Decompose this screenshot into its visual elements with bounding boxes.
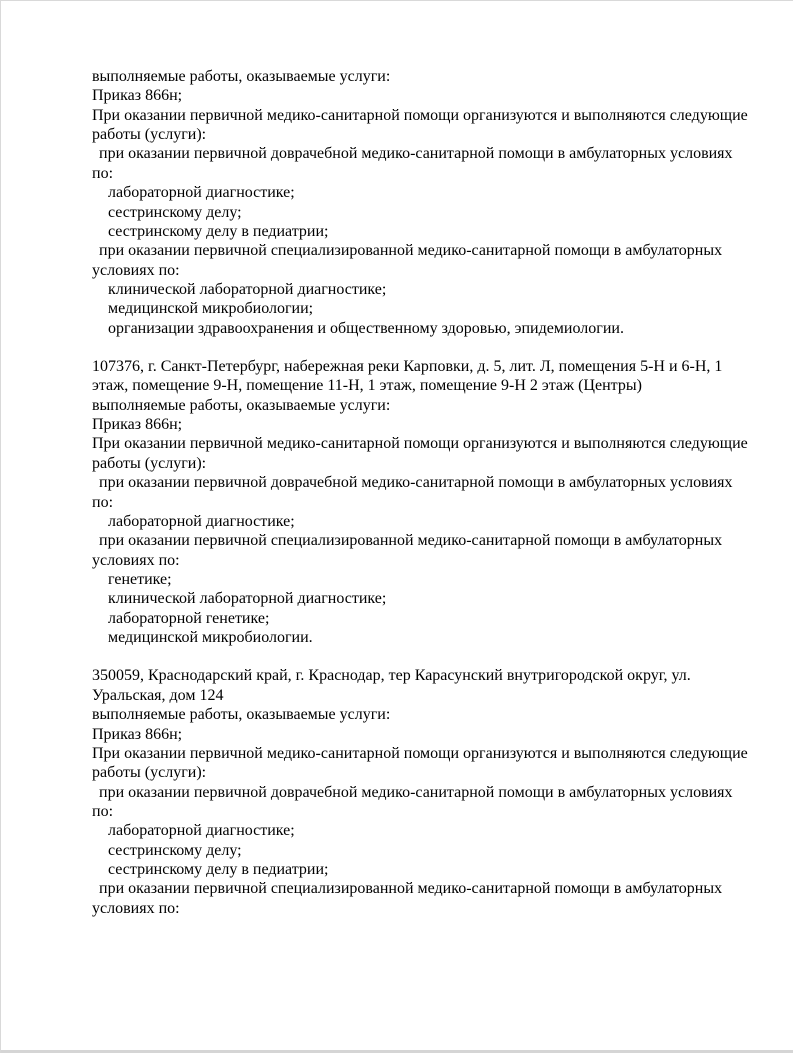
text-line: сестринскому делу в педиатрии;	[108, 222, 329, 240]
text-line: по:	[92, 164, 114, 182]
text-line: клинической лабораторной диагностике;	[108, 280, 387, 298]
text-line: при оказании первичной доврачебной медико-санитарной помощи в амбулаторных условиях	[99, 145, 733, 163]
text-line: условиях по:	[92, 899, 180, 917]
text-line: лабораторной диагностике;	[108, 822, 295, 840]
text-line: организации здравоохранения и общественному здоровью, эпидемиологии.	[108, 319, 624, 337]
text-line: выполняемые работы, оказываемые услуги:	[92, 396, 391, 414]
text-line: при оказании первичной доврачебной медико-санитарной помощи в амбулаторных условиях	[99, 474, 733, 492]
text-line: этаж, помещение 9-Н, помещение 11-Н, 1 этаж, помещение 9-Н 2 этаж (Центры)	[92, 377, 642, 395]
text-line: При оказании первичной медико-санитарной помощи организуются и выполняются следующие	[92, 435, 748, 453]
services-block-krasnodar	[92, 666, 747, 918]
text-line: При оказании первичной медико-санитарной помощи организуются и выполняются следующие	[92, 106, 748, 124]
text-line: медицинской микробиологии;	[108, 300, 314, 318]
text-line: лабораторной генетике;	[108, 609, 270, 627]
text-line: сестринскому делу в педиатрии;	[108, 861, 329, 879]
text-line: клинической лабораторной диагностике;	[108, 590, 387, 608]
text-line: условиях по:	[92, 261, 180, 279]
text-line: по:	[92, 493, 114, 511]
text-line: при оказании первичной специализированной медико-санитарной помощи в амбулаторных	[99, 880, 723, 898]
text-line: по:	[92, 802, 114, 820]
text-line: 350059, Краснодарский край, г. Краснодар, тер Карасунский внутригородской округ, ул.	[92, 667, 691, 685]
text-line: сестринскому делу;	[108, 203, 242, 221]
text-line: лабораторной диагностике;	[108, 184, 295, 202]
services-block-main	[92, 67, 747, 338]
text-line: При оказании первичной медико-санитарной помощи организуются и выполняются следующие	[92, 744, 748, 762]
text-line: медицинской микробиологии.	[108, 629, 313, 647]
text-line: работы (услуги):	[92, 126, 207, 144]
text-line: при оказании первичной доврачебной медико-санитарной помощи в амбулаторных условиях	[99, 783, 733, 801]
services-block-spb	[92, 357, 747, 647]
text-line: лабораторной диагностике;	[108, 512, 295, 530]
text-line: выполняемые работы, оказываемые услуги:	[92, 706, 391, 724]
text-line: сестринскому делу;	[108, 841, 242, 859]
text-line: Приказ 866н;	[92, 725, 183, 743]
text-line: при оказании первичной специализированной медико-санитарной помощи в амбулаторных	[99, 242, 723, 260]
text-line: генетике;	[108, 570, 172, 588]
text-line: выполняемые работы, оказываемые услуги:	[92, 68, 391, 85]
text-line: при оказании первичной специализированной медико-санитарной помощи в амбулаторных	[99, 532, 723, 550]
document-content	[1, 1, 793, 918]
text-line: Приказ 866н;	[92, 87, 183, 105]
text-line: условиях по:	[92, 551, 180, 569]
text-line: работы (услуги):	[92, 454, 207, 472]
text-line: 107376, г. Санкт-Петербург, набережная реки Карповки, д. 5, лит. Л, помещения 5-Н и 6-Н, 1	[92, 358, 723, 376]
text-line: Приказ 866н;	[92, 416, 183, 434]
text-line: Уральская, дом 124	[92, 686, 224, 704]
text-line: работы (услуги):	[92, 764, 207, 782]
